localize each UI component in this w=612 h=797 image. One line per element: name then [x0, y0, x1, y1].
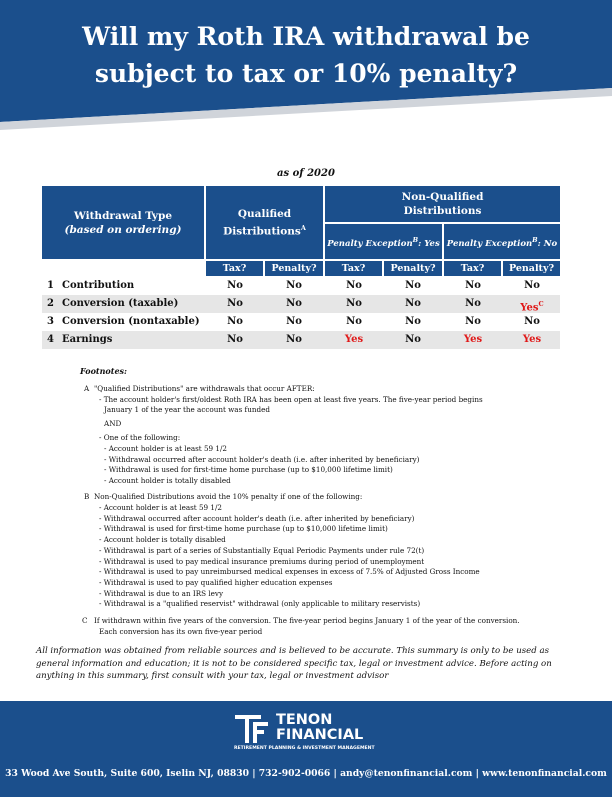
- row-label: Conversion (taxable): [62, 298, 179, 309]
- table-row: [42, 313, 560, 331]
- footnote-b-item: - Withdrawal is due to an IRS levy: [99, 589, 224, 598]
- col-nonqualified: [325, 186, 560, 222]
- cell-value: Yes: [522, 334, 542, 345]
- cell-value: No: [286, 334, 302, 345]
- cell-value: No: [286, 316, 302, 327]
- cell-value: No: [524, 280, 540, 291]
- company-logo: [234, 713, 384, 758]
- footnote-b-item: - Withdrawal occurred after account holder's death (i.e. after inherited by beneficiary): [99, 514, 415, 523]
- footnote-c-line1: If withdrawn within five years of the conversion. The five-year period begins January 1 of the year of the conversion.: [94, 616, 520, 625]
- logo-name: [276, 713, 363, 743]
- cell-value: No: [286, 298, 302, 309]
- cell-value: No: [227, 334, 243, 345]
- footnote-b-intro: Non-Qualified Distributions avoid the 10% penalty if one of the following:: [94, 492, 363, 501]
- tenon-logo-icon: [234, 713, 270, 745]
- cell-value: Yes: [463, 334, 483, 345]
- subheader-tax-qualified: Tax?: [206, 261, 263, 276]
- cell-value: No: [286, 280, 302, 291]
- row-number: 4: [47, 334, 54, 345]
- page-title-line2: subject to tax or 10% penalty?: [94, 59, 518, 88]
- footnote-a-letter: A: [84, 384, 90, 393]
- cell-value: No: [405, 298, 421, 309]
- col-qualified-footnote: A: [300, 223, 306, 232]
- footnote-b-item: - Account holder is at least 59 1/2: [99, 503, 222, 512]
- col-exception-yes: [325, 224, 442, 259]
- exception-no-footnote: B: [532, 235, 538, 244]
- exception-yes-value: : Yes: [418, 238, 440, 249]
- exception-no-value: : No: [537, 238, 558, 249]
- cell-value: No: [227, 298, 243, 309]
- row-number: 3: [47, 316, 54, 327]
- footnote-a-intro: "Qualified Distributions" are withdrawals that occur AFTER:: [94, 384, 315, 393]
- footnote-b-letter: B: [84, 492, 90, 501]
- col-withdrawal-type: [42, 186, 204, 259]
- subheader-tax-exception-no: Tax?: [444, 261, 501, 276]
- exception-no-label: Penalty Exception: [446, 238, 533, 249]
- col-withdrawal-type-label: Withdrawal Type: [73, 209, 173, 222]
- col-withdrawal-type-sub: (based on ordering): [64, 223, 182, 236]
- footnote-a-item-cont: January 1 of the year the account was funded: [104, 405, 270, 414]
- table-row: [42, 295, 560, 313]
- cell-value: No: [465, 298, 481, 309]
- footnote-c-line2: Each conversion has its own five-year period: [99, 627, 263, 636]
- contact-info: 33 Wood Ave South, Suite 600, Iselin NJ, 08830 | 732-902-0066 | andy@tenonfinancial.com | www.tenonfinancial.com: [5, 768, 607, 779]
- cell-value: No: [465, 316, 481, 327]
- cell-footnote: C: [538, 300, 544, 308]
- as-of-date: as of 2020: [277, 168, 335, 179]
- footnote-b-item: - Withdrawal is used to pay unreimbursed medical expenses in excess of 7.5% of Adjusted Gross Income: [99, 567, 480, 576]
- disclaimer: All information was obtained from reliable sources and is believed to be accurate. This summary is only to be used as general information and education; it is not to be considered specific tax, legal or investment advice. Before acting on anything in this summary, first consult with your tax, legal or investment advisor: [36, 646, 552, 681]
- cell-value-text: Yes: [520, 302, 539, 314]
- footnote-a-item: - The account holder's first/oldest Roth IRA has been open at least five years. The five-year period begins: [99, 395, 483, 404]
- logo-name-line2: FINANCIAL: [276, 727, 364, 743]
- footnote-b-item: - Withdrawal is a "qualified reservist" withdrawal (only applicable to military reservists): [99, 599, 421, 608]
- cell-value: No: [465, 280, 481, 291]
- footnote-a-subitem: - Withdrawal is used for first-time home purchase (up to $10,000 lifetime limit): [104, 465, 393, 474]
- row-number: 1: [47, 280, 54, 291]
- col-qualified-label: Qualified Distributions: [223, 207, 301, 238]
- cell-value: No: [346, 316, 362, 327]
- cell-value: No: [524, 316, 540, 327]
- footnote-a-item: - One of the following:: [99, 433, 181, 442]
- header-banner: [0, 0, 612, 130]
- footnote-b-item: - Withdrawal is used for first-time home purchase (up to $10,000 lifetime limit): [99, 524, 388, 533]
- cell-value: No: [405, 316, 421, 327]
- footnote-b-item: - Account holder is totally disabled: [99, 535, 226, 544]
- cell-value: No: [346, 298, 362, 309]
- page-title-line1: Will my Roth IRA withdrawal be: [82, 22, 530, 51]
- row-label: Contribution: [62, 280, 135, 291]
- col-nonqualified-label: Non-Qualified Distributions: [401, 191, 484, 217]
- footnote-b-item: - Withdrawal is used to pay qualified higher education expenses: [99, 578, 333, 587]
- footnote-c-letter: C: [82, 616, 88, 625]
- row-label: Earnings: [62, 334, 113, 345]
- subheader-penalty-exception-no: Penalty?: [503, 261, 560, 276]
- footnote-a-and: AND: [104, 419, 122, 428]
- cell-value: No: [346, 280, 362, 291]
- table-row: [42, 277, 560, 295]
- logo-tagline: RETIREMENT PLANNING & INVESTMENT MANAGEMENT: [234, 746, 375, 751]
- exception-yes-footnote: B: [412, 235, 419, 244]
- footnote-a-subitem: - Account holder is totally disabled: [104, 476, 231, 485]
- footnotes-heading: Footnotes:: [80, 366, 128, 376]
- row-number: 2: [47, 298, 54, 309]
- col-qualified: [206, 186, 323, 259]
- footnote-a-subitem: - Withdrawal occurred after account holder's death (i.e. after inherited by beneficiary): [104, 455, 420, 464]
- table-row: [42, 331, 560, 349]
- footnote-a-subitem: - Account holder is at least 59 1/2: [104, 444, 227, 453]
- subheader-tax-exception-yes: Tax?: [325, 261, 382, 276]
- cell-value: No: [405, 334, 421, 345]
- subheader-penalty-exception-yes: Penalty?: [384, 261, 442, 276]
- cell-value: No: [227, 280, 243, 291]
- cell-value: No: [405, 280, 421, 291]
- exception-yes-label: Penalty Exception: [327, 238, 413, 249]
- cell-value: Yes: [344, 334, 364, 345]
- cell-value: No: [227, 316, 243, 327]
- subheader-penalty-qualified: Penalty?: [265, 261, 323, 276]
- footnote-b-item: - Withdrawal is used to pay medical insurance premiums during period of unemployment: [99, 557, 425, 566]
- col-exception-no: [444, 224, 560, 259]
- footnote-b-item: - Withdrawal is part of a series of Substantially Equal Periodic Payments under rule 72(t): [99, 546, 425, 555]
- row-label: Conversion (nontaxable): [62, 316, 200, 327]
- logo-name-line1: TENON: [276, 712, 333, 728]
- page-title: [0, 18, 612, 92]
